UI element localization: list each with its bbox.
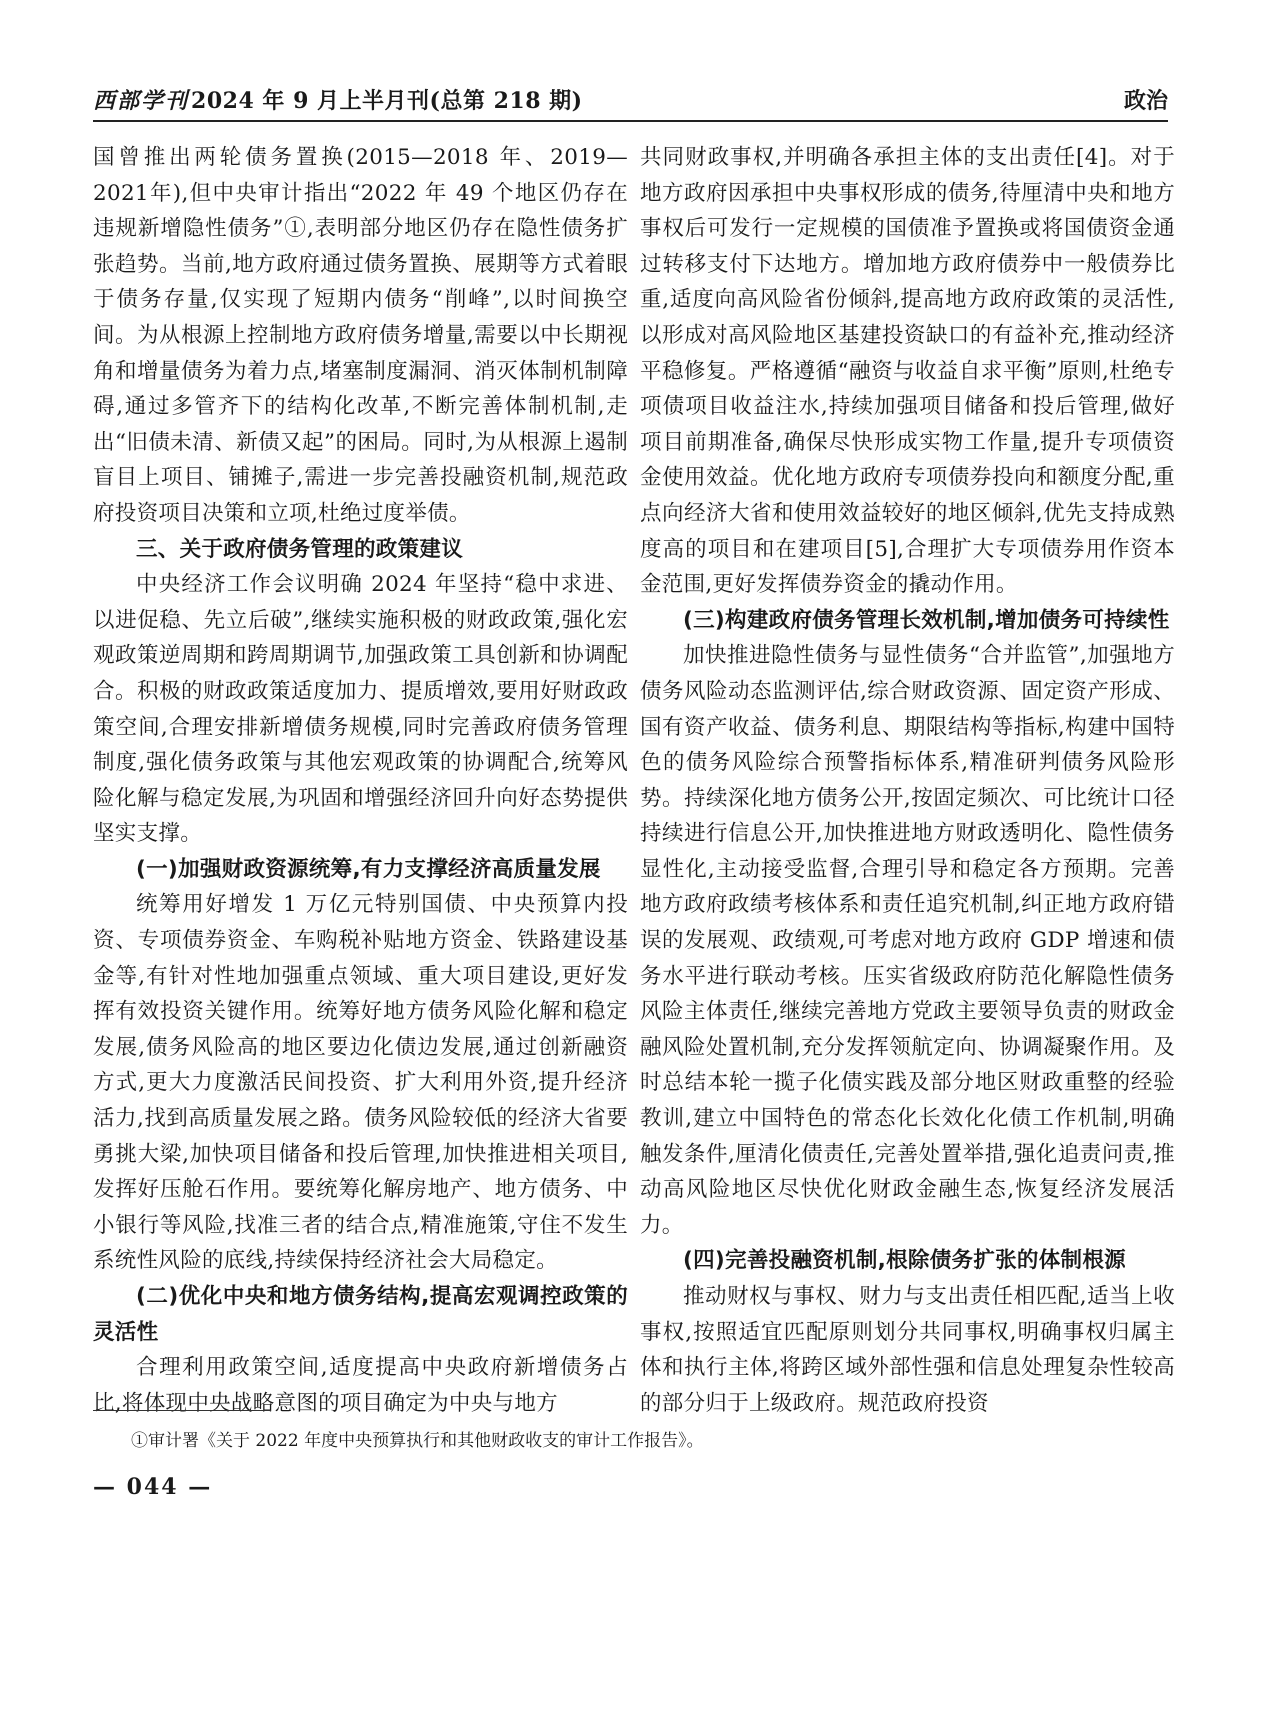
header-rule (93, 120, 1168, 122)
section-label: 政治 (1123, 88, 1168, 114)
journal-issue-line (93, 84, 583, 118)
issue-info: 2024 年 9 月上半月刊(总第 218 期) (191, 88, 583, 114)
subsection-heading: (四)完善投融资机制,根除债务扩张的体制根源 (683, 1248, 1126, 1274)
journal-logo: 西部学刊 (93, 88, 190, 114)
subsection-heading: (一)加强财政资源统筹,有力支撑经济高质量发展 (136, 856, 601, 882)
footnote-rule (93, 1410, 271, 1411)
body-paragraph: 共同财政事权,并明确各承担主体的支出责任[4]。对于地方政府因承担中央事权形成的债务,待厘清中央和地方事权后可发行一定规模的国债准予置换或将国债资金通过转移支付下达地方。增加地方政府债券中一般债券比重,适度向高风险省份倾斜,提高地方政府政策的灵活性,以形成对高风险地区基建投资缺口的有益补充,推动经济平稳修复。严格遵循“融资与收益自求平衡”原则,杜绝专项债项目收益注水,持续加强项目储备和投后管理,做好项目前期准备,确保尽快形成实物工作量,提升专项债资金使用效益。优化地方政府专项债券投向和额度分配,重点向经济大省和使用效益较好的地区倾斜,优先支持成熟度高的项目和在建项目[5],合理扩大专项债券用作资本金范围,更好发挥债券资金的撬动作用。 (640, 145, 1175, 598)
body-paragraph: 国曾推出两轮债务置换(2015—2018 年、2019—2021年),但中央审计指出“2022 年 49 个地区仍存在违规新增隐性债务”①,表明部分地区仍存在隐性债务扩张趋势。当前,地方政府通过债务置换、展期等方式着眼于债务存量,仅实现了短期内债务“削峰”,以时间换空间。为从根源上控制地方政府债务增量,需要以中长期视角和增量债务为着力点,堵塞制度漏洞、消灭体制机制障碍,通过多管齐下的结构化改革,不断完善体制机制,走出“旧债未清、新债又起”的困局。同时,为从根源上遏制盲目上项目、铺摊子,需进一步完善投融资机制,规范政府投资项目决策和立项,杜绝过度举债。 (93, 145, 628, 526)
body-paragraph: 合理利用政策空间,适度提高中央政府新增债务占比,将体现中央战略意图的项目确定为中央与地方 (93, 1355, 628, 1416)
section-heading: 三、关于政府债务管理的政策建议 (136, 536, 464, 562)
subsection-heading: (三)构建政府债务管理长效机制,增加债务可持续性 (683, 607, 1170, 633)
right-column (640, 140, 1175, 1416)
body-paragraph: 中央经济工作会议明确 2024 年坚持“稳中求进、以进促稳、先立后破”,继续实施积极的财政政策,强化宏观政策逆周期和跨周期调节,加强政策工具创新和协调配合。积极的财政政策适度加力、提质增效,要用好财政政策空间,合理安排新增债务规模,同时完善政府债务管理制度,强化债务政策与其他宏观政策的协调配合,统筹风险化解与稳定发展,为巩固和增强经济回升向好态势提供坚实支撑。 (93, 572, 628, 847)
left-column (93, 140, 628, 1416)
body-paragraph: 推动财权与事权、财力与支出责任相匹配,适当上收事权,按照适宜匹配原则划分共同事权,明确事权归属主体和执行主体,将跨区域外部性强和信息处理复杂性较高的部分归于上级政府。规范政府投资 (640, 1284, 1175, 1416)
page-header (93, 84, 1168, 120)
page-number: — 044 — (93, 1474, 213, 1500)
subsection-heading: (二)优化中央和地方债务结构,提高宏观调控政策的灵活性 (93, 1284, 628, 1345)
footnote: ①审计署《关于 2022 年度中央预算执行和其他财政收支的审计工作报告》。 (131, 1431, 704, 1451)
body-paragraph: 加快推进隐性债务与显性债务“合并监管”,加强地方债务风险动态监测评估,综合财政资源、固定资产形成、国有资产收益、债务利息、期限结构等指标,构建中国特色的债务风险综合预警指标体系,精准研判债务风险形势。持续深化地方债务公开,按固定频次、可比统计口径持续进行信息公开,加快推进地方财政透明化、隐性债务显性化,主动接受监督,合理引导和稳定各方预期。完善地方政府政绩考核体系和责任追究机制,纠正地方政府错误的发展观、政绩观,可考虑对地方政府 GDP 增速和债务水平进行联动考核。压实省级政府防范化解隐性债务风险主体责任,继续完善地方党政主要领导负责的财政金融风险处置机制,充分发挥领航定向、协调凝聚作用。及时总结本轮一揽子化债实践及部分地区财政重整的经验教训,建立中国特色的常态化长效化化债工作机制,明确触发条件,厘清化债责任,完善处置举措,强化追责问责,推动高风险地区尽快优化财政金融生态,恢复经济发展活力。 (640, 643, 1175, 1238)
body-paragraph: 统筹用好增发 1 万亿元特别国债、中央预算内投资、专项债券资金、车购税补贴地方资金、铁路建设基金等,有针对性地加强重点领域、重大项目建设,更好发挥有效投资关键作用。统筹好地方债务风险化解和稳定发展,债务风险高的地区要边化债边发展,通过创新融资方式,更大力度激活民间投资、扩大利用外资,提升经济活力,找到高质量发展之路。债务风险较低的经济大省要勇挑大梁,加快项目储备和投后管理,加快推进相关项目,发挥好压舱石作用。要统筹化解房地产、地方债务、中小银行等风险,找准三者的结合点,精准施策,守住不发生系统性风险的底线,持续保持经济社会大局稳定。 (93, 892, 628, 1274)
